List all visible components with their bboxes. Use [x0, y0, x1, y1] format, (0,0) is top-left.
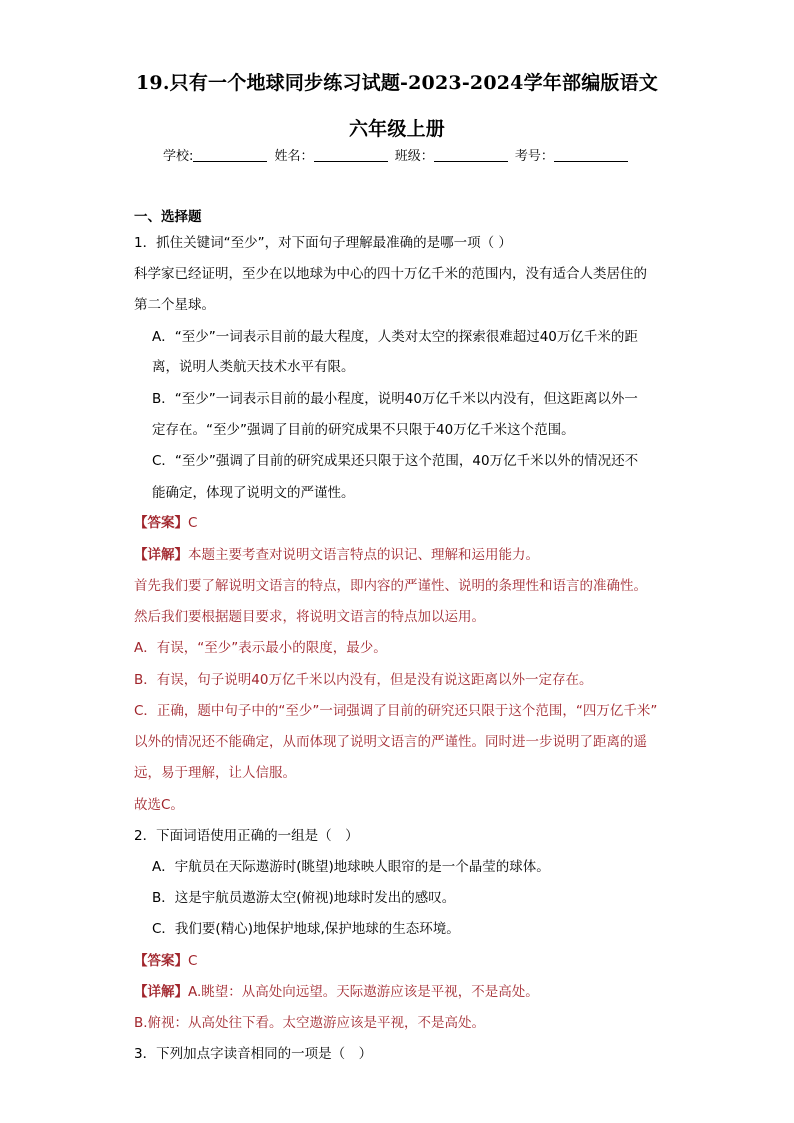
q1-detail-label: 【详解】 — [134, 547, 188, 563]
q1-conclusion: 故选C。 — [134, 797, 184, 813]
q2-answer-value: C — [188, 953, 198, 969]
q2-detail-line2: B.俯视：从高处往下看。太空遨游应该是平视，不是高处。 — [134, 1015, 486, 1031]
q1-answer — [134, 514, 197, 532]
class-blank — [434, 148, 508, 162]
q1-option-a-line2: 离，说明人类航天技术水平有限。 — [152, 359, 355, 375]
q2-answer — [134, 952, 197, 970]
document-title-line1: 19.只有一个地球同步练习试题-2023-2024学年部编版语文 — [136, 72, 658, 94]
q1-detail-line3: 然后我们要根据题目要求，将说明文语言的特点加以运用。 — [134, 609, 485, 625]
name-blank — [314, 148, 388, 162]
q1-option-c-line2: 能确定，体现了说明文的严谨性。 — [152, 485, 355, 501]
number-blank — [554, 148, 628, 162]
name-label: 姓名： — [274, 149, 314, 164]
q2-detail-text: A.眺望：从高处向远望。天际遨游应该是平视，不是高处。 — [188, 984, 539, 1000]
q1-sentence-line2: 第二个星球。 — [134, 297, 215, 313]
q1-detail-c-line1: C．正确，题中句子中的“至少”一词强调了目前的研究还只限于这个范围，“四万亿千米” — [134, 703, 658, 719]
q2-option-b: B．这是宇航员遨游太空(俯视)地球时发出的感叹。 — [152, 890, 456, 906]
q2-detail-label: 【详解】 — [134, 984, 188, 1000]
q2-detail-line1 — [134, 983, 539, 1001]
number-label: 考号： — [514, 149, 554, 164]
q1-answer-label: 【答案】 — [134, 515, 188, 531]
q1-detail-b: B．有误，句子说明40万亿千米以内没有，但是没有说这距离以外一定存在。 — [134, 672, 593, 688]
q2-option-c: C．我们要(精心)地保护地球,保护地球的生态环境。 — [152, 921, 460, 937]
q1-detail-a: A．有误，“至少”表示最小的限度，最少。 — [134, 640, 387, 656]
q1-option-c-line1: C．“至少”强调了目前的研究成果还只限于这个范围，40万亿千米以外的情况还不 — [152, 453, 639, 469]
document-title-line2: 六年级上册 — [348, 118, 445, 140]
q1-detail-text: 本题主要考查对说明文语言特点的识记、理解和运用能力。 — [188, 547, 539, 563]
q1-stem: 1．抓住关键词“至少”，对下面句子理解最准确的是哪一项（ ） — [134, 235, 512, 251]
q1-sentence-line1: 科学家已经证明，至少在以地球为中心的四十万亿千米的范围内，没有适合人类居住的 — [134, 266, 647, 282]
q1-answer-value: C — [188, 515, 198, 531]
school-blank — [193, 148, 267, 162]
q2-stem: 2．下面词语使用正确的一组是（ ） — [134, 828, 359, 844]
q3-stem: 3．下列加点字读音相同的一项是（ ） — [134, 1046, 373, 1062]
q1-option-b-line1: B．“至少”一词表示目前的最小程度，说明40万亿千米以内没有，但这距离以外一 — [152, 391, 638, 407]
class-label: 班级： — [394, 149, 434, 164]
student-info-row — [163, 145, 643, 164]
q2-option-a: A．宇航员在天际遨游时(眺望)地球映人眼帘的是一个晶莹的球体。 — [152, 859, 550, 875]
q1-detail-c-line2: 以外的情况还不能确定，从而体现了说明文语言的严谨性。同时进一步说明了距离的遥 — [134, 734, 647, 750]
q1-option-b-line2: 定存在。“至少”强调了目前的研究成果不只限于40万亿千米这个范围。 — [152, 422, 575, 438]
q1-detail-line1 — [134, 546, 539, 564]
section-heading: 一、选择题 — [134, 209, 202, 225]
q1-detail-line2: 首先我们要了解说明文语言的特点，即内容的严谨性、说明的条理性和语言的准确性。 — [134, 578, 647, 594]
school-label: 学校: — [163, 149, 194, 164]
q1-detail-c-line3: 远，易于理解，让人信服。 — [134, 765, 296, 781]
q1-option-a-line1: A．“至少”一词表示目前的最大程度，人类对太空的探索很难超过40万亿千米的距 — [152, 329, 638, 345]
q2-answer-label: 【答案】 — [134, 953, 188, 969]
